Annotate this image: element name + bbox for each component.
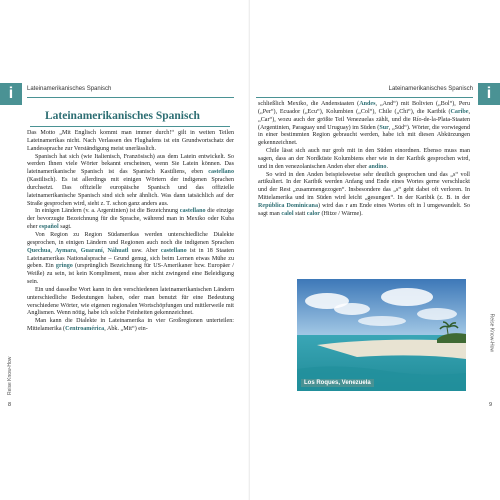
text-run: , bbox=[50, 247, 56, 254]
text-run: Chile lässt sich auch nur grob mit in den Süden einordnen. Ebenso muss man sagen, dass an der Nordküste Kolumbiens eher wie in der Karibik gesprochen wird, und in den venezolanischen Anden eher eher bbox=[258, 148, 470, 170]
text-run: (Kastilisch). Es ist allerdings mit einigen Wörtern der indigenen Sprachen durchsetzt. Das offizielle europäische Spanisch und das offizielle lateinamerikanische Spanisch sind sich sehr ähnlich. Was dann tatsächlich auf der Straße gesprochen wird, sieht z. T. schon ganz anders aus. bbox=[27, 177, 234, 207]
running-header: Lateinamerikanisches Spanisch bbox=[256, 86, 473, 98]
highlight-term: castellano bbox=[208, 169, 234, 176]
paragraph bbox=[27, 318, 234, 334]
text-run: ist in 18 Staaten Lateinamerikas Nationalsprache – Grund genug, sich beim Lernen etwas Mühe zu geben. Ein bbox=[27, 247, 234, 270]
running-header: Lateinamerikanisches Spanisch bbox=[27, 86, 234, 98]
text-run: . bbox=[386, 163, 388, 170]
text-run: Man kann die Dialekte in Lateinamerika in vier Großregionen unterteilen: Mittelamerika ( bbox=[27, 318, 234, 333]
text-run: In einigen Ländern (v. a. Argentinien) ist die Bezeichnung bbox=[35, 208, 180, 215]
text-run: So wird in den Anden beispielsweise sehr deutlich gesprochen und das „s“ voll artikuliert. In der Karibik werden Anfang und Ende eines Wortes gerne verschluckt und der Rest „zusammengezogen“. Insbesondere das „s“ geht dabei oft verloren. In Mittelamerika und im Süden wird leicht „gesungen“. In der Karibik (z. B. in der bbox=[258, 171, 470, 202]
section-tab-icon: i bbox=[0, 83, 22, 105]
highlight-term: República Dominicana bbox=[258, 202, 318, 209]
beach-photo-image bbox=[297, 279, 466, 391]
text-run: die einzige der bevorzugte Bezeichnung für die Sprache, während man in Mexiko oder Kuba eher bbox=[27, 208, 234, 231]
highlight-term: castellano bbox=[179, 208, 206, 215]
paragraph bbox=[27, 287, 234, 318]
paragraph bbox=[27, 154, 234, 209]
paragraph bbox=[258, 148, 470, 172]
body-text bbox=[27, 130, 234, 334]
text-run: , „And“) mit Bolivien („Bol“), Peru („Per“), Ecuador („Ecu“), Kolumbien („Col“), Chile („Chi“), die Karibik ( bbox=[258, 101, 470, 115]
paragraph bbox=[258, 101, 470, 148]
right-page bbox=[250, 0, 500, 500]
highlight-term: Caribe bbox=[450, 108, 469, 115]
page-number: 8 bbox=[8, 402, 12, 408]
page-title: Lateinamerikanisches Spanisch bbox=[45, 110, 200, 122]
highlight-term: Aymara bbox=[55, 247, 76, 254]
text-run: , „Süd“). Wörter, die vorwiegend in einer bestimmten Region gebraucht werden, habe ich mit diesen Abkürzungen gekennzeichnet. bbox=[258, 124, 470, 147]
body-text bbox=[258, 101, 470, 219]
title-rule bbox=[30, 126, 230, 127]
paragraph bbox=[27, 232, 234, 287]
text-run: (Hitze / Wärme). bbox=[319, 210, 363, 217]
text-run: , „Car“), wozu auch der größte Teil Venezuelas zählt, und die Río-de-la-Plata-Staaten (Argentinien, Paraguay und Uruguay) im Süden ( bbox=[258, 108, 470, 131]
section-tab-icon: i bbox=[478, 83, 500, 105]
paragraph bbox=[27, 208, 234, 232]
photo-caption: Los Roques, Venezuela bbox=[301, 379, 374, 387]
highlight-term: Andes bbox=[359, 101, 376, 107]
paragraph bbox=[258, 172, 470, 219]
highlight-term: Náhuatl bbox=[107, 247, 129, 254]
highlight-term: Quechua bbox=[27, 247, 51, 254]
text-run: Spanisch hat sich (wie Italienisch, Französisch) aus dem Latein entwickelt. So werden Ihnen viele Wörter bekannt erscheinen, wenn Sie Latein können. Das lateinamerikanische Spanisch ist das Spanisch Kastiliens, eben bbox=[27, 153, 234, 176]
paragraph bbox=[27, 130, 234, 154]
text-run: (ursprünglich Bezeichnung für US-Amerikaner bzw. Europäer / Weiße) zu sein, ist kein Kompliment, muss aber nicht zwingend eine Beleidigung sein. bbox=[27, 263, 234, 286]
highlight-term: español bbox=[39, 224, 59, 231]
page-number: 9 bbox=[488, 402, 492, 408]
side-label: Reise Know-How bbox=[7, 356, 13, 395]
highlight-term: calor bbox=[306, 210, 320, 217]
text-run: Ein und dasselbe Wort kann in den verschiedenen lateinamerikanischen Ländern unterschiedliche Bedeutungen haben, oder man benutzt für eine Bedeutung verschiedene Wörter, wie eigenen regionalen Wortschöpfungen und mittlerweile mit Anglismen. Wenn nötig, habe ich solche Feinheiten gekennzeichnet. bbox=[27, 286, 234, 317]
highlight-term: Centroamérica bbox=[65, 326, 105, 333]
highlight-term: Guaraní bbox=[80, 247, 103, 254]
text-run: Das Motto „Mit Englisch kommt man immer durch!“ gilt in weiten Teilen Lateinamerikas nicht. Nach Verlassen des Flughafens ist ein Grundwortschatz der Landessprache zur Verständigung meist unerlässlich. bbox=[27, 130, 234, 152]
text-run: schließlich Mexiko, die Andenstaaten ( bbox=[258, 101, 360, 107]
highlight-term: castellano bbox=[160, 247, 187, 254]
highlight-term: calol bbox=[281, 210, 294, 217]
text-run: statt bbox=[293, 210, 307, 217]
text-run: usw. Aber bbox=[128, 247, 161, 254]
highlight-term: gringo bbox=[55, 263, 73, 270]
text-run: , Abk. „Mit“) ein- bbox=[104, 326, 148, 333]
side-label: Reise Know-How bbox=[488, 313, 494, 352]
beach-photo bbox=[297, 279, 466, 391]
text-run: , bbox=[102, 247, 108, 254]
text-run: ) wird das r am Ende eines Wortes oft in l umgewandelt. So sagt man bbox=[258, 202, 471, 217]
text-run: , bbox=[75, 247, 81, 254]
text-run: sagt. bbox=[58, 224, 72, 231]
highlight-term: andino bbox=[368, 163, 387, 170]
text-run: Von Region zu Region Südamerikas werden unterschiedliche Dialekte gesprochen, in einigen Ländern und Regionen auch noch die indigenen Sprachen bbox=[27, 231, 234, 246]
highlight-term: Sur bbox=[379, 124, 389, 131]
